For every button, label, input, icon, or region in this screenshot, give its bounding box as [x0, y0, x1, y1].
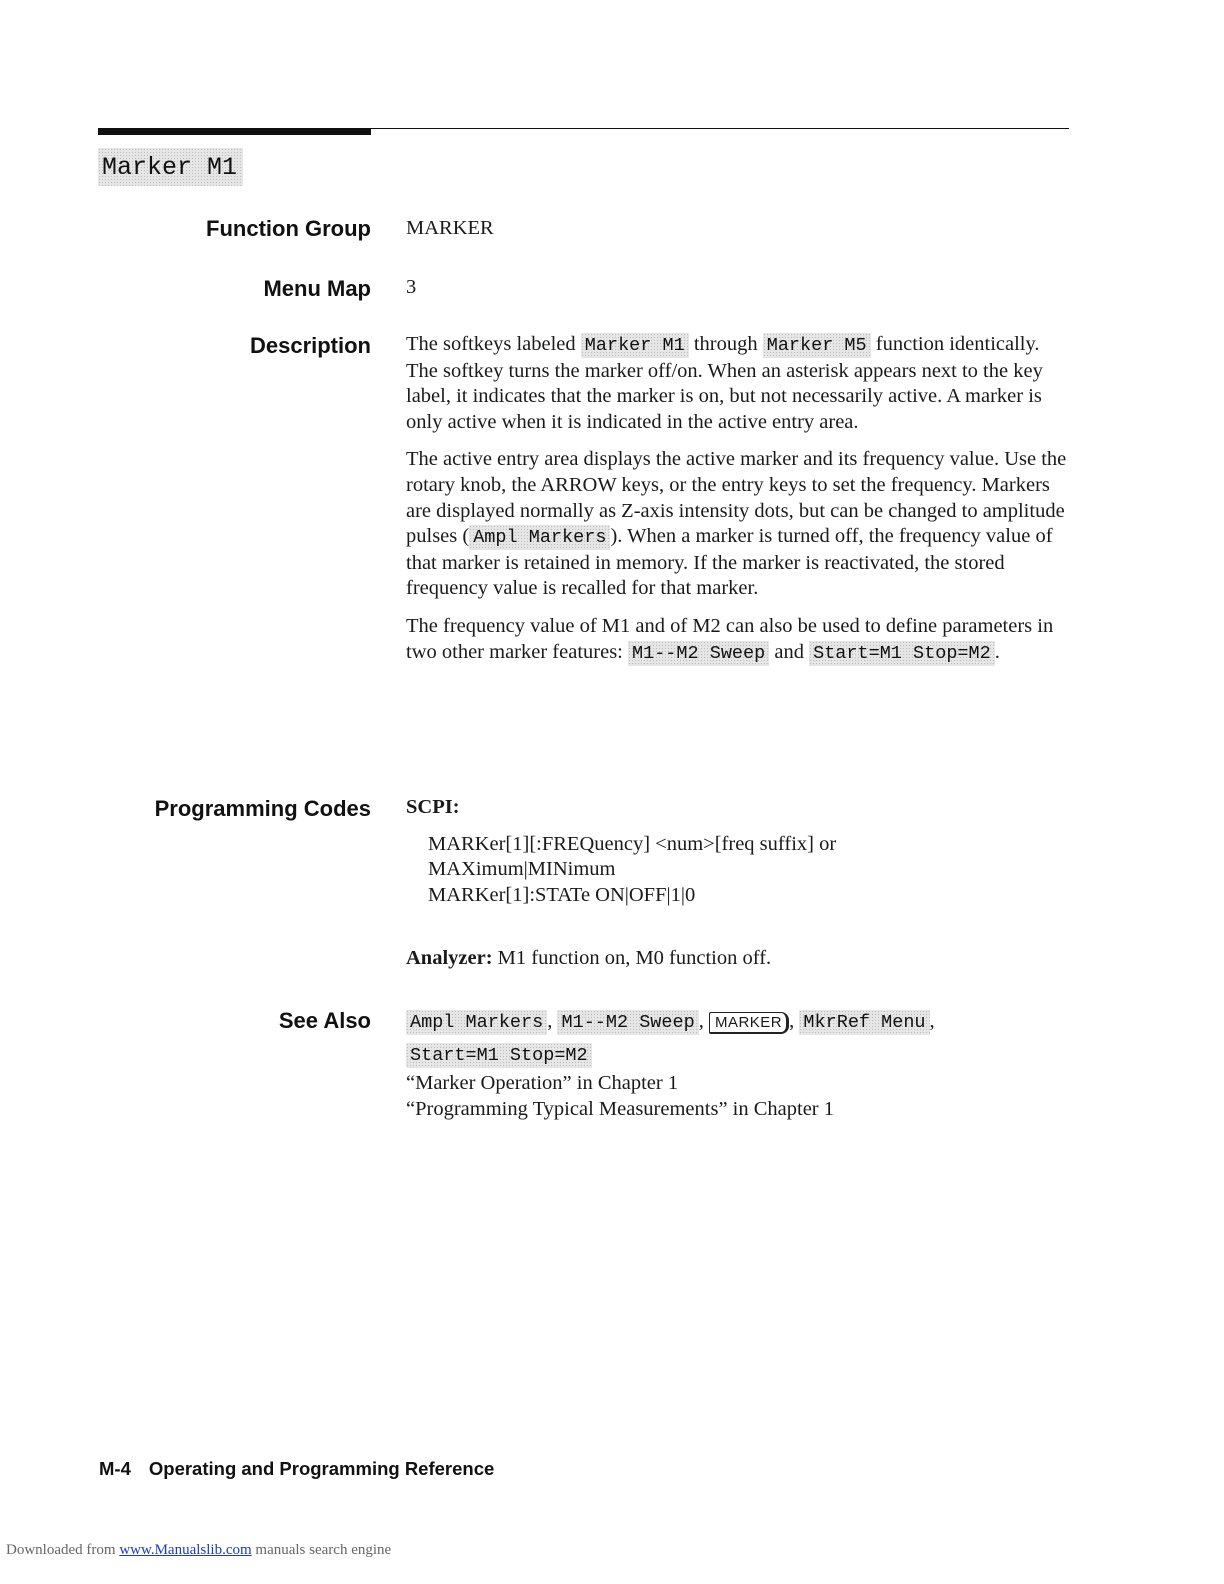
- text: function identically. The softkey turns the marker off/on. When an asterisk appears next to the key label, it indicates that the marker is on, but not necessarily active. A marker is only active when it is indicated in the active entry area.: [406, 333, 1043, 433]
- text: .: [994, 640, 1000, 663]
- softkey-start-m1-stop-m2: Start=M1 Stop=M2: [809, 641, 995, 666]
- text: The frequency value of M1 and of M2 can also be used to define parameters in two other marker features:: [406, 614, 1054, 663]
- programming-codes-label: Programming Codes: [154, 796, 371, 821]
- see-also-keys-line-1: [406, 1007, 1071, 1037]
- text: and: [769, 640, 810, 663]
- page-number: M-4: [99, 1458, 131, 1479]
- footer-title: Operating and Programming Reference: [148, 1458, 495, 1479]
- text: The softkeys labeled: [406, 333, 581, 355]
- menu-map-value: 3: [406, 276, 417, 298]
- softkey-marker-m5: Marker M5: [763, 333, 871, 358]
- function-group-label: Function Group: [206, 216, 371, 241]
- see-also-ref: “Programming Typical Measurements” in Chapter 1: [406, 1098, 835, 1120]
- function-group-value: MARKER: [406, 217, 494, 239]
- softkey-m1-m2-sweep: M1--M2 Sweep: [628, 641, 769, 666]
- softkey-m1-m2-sweep: M1--M2 Sweep: [557, 1010, 698, 1035]
- text: The active entry area displays the active marker and its frequency value. Use the rotary knob, the ARROW keys, or the entry keys to set the frequency. Markers are displayed normally as Z-axis intensity dots, but can be changed to amplitude pulses (: [406, 448, 1067, 548]
- see-also-ref: “Marker Operation” in Chapter 1: [406, 1072, 679, 1094]
- separator: ,: [929, 1010, 935, 1032]
- separator: ,: [698, 1010, 709, 1032]
- description-paragraph-1: [406, 332, 1071, 435]
- programming-codes-body: [406, 795, 1071, 972]
- softkey-start-m1-stop-m2: Start=M1 Stop=M2: [406, 1043, 592, 1068]
- analyzer-text: M1 function on, M0 function off.: [492, 947, 772, 970]
- menu-map-label: Menu Map: [263, 276, 371, 301]
- scpi-label: SCPI:: [406, 796, 460, 818]
- see-also-label: See Also: [278, 1008, 371, 1033]
- scpi-commands: [428, 832, 1071, 909]
- scpi-line: MAXimum|MINimum: [428, 858, 616, 881]
- hardkey-marker: MARKER: [709, 1012, 789, 1034]
- manualslib-link[interactable]: www.Manualslib.com: [119, 1542, 252, 1558]
- see-also-keys-line-2: [406, 1040, 1071, 1070]
- download-suffix: manuals search engine: [251, 1542, 392, 1558]
- description-paragraph-2: [406, 447, 1071, 602]
- header-rule-thin: [371, 128, 1069, 129]
- download-prefix: Downloaded from: [6, 1542, 120, 1558]
- softkey-marker-m1: Marker M1: [581, 333, 689, 358]
- scpi-line: MARKer[1][:FREQuency] <num>[freq suffix] or: [428, 832, 837, 855]
- scpi-line: MARKer[1]:STATe ON|OFF|1|0: [428, 883, 696, 906]
- description-body: [406, 332, 1071, 678]
- header-rule-thick: [98, 128, 371, 135]
- text: ). When a marker is turned off, the frequency value of that marker is retained in memory. If the marker is reactivated, the stored frequency value is recalled for that marker.: [406, 525, 1053, 600]
- separator: ,: [789, 1010, 800, 1032]
- text: through: [688, 333, 763, 355]
- softkey-ampl-markers: Ampl Markers: [406, 1010, 547, 1035]
- description-paragraph-3: [406, 614, 1071, 666]
- separator: ,: [547, 1010, 558, 1032]
- page-title: Marker M1: [98, 148, 243, 186]
- analyzer-label: Analyzer:: [406, 947, 493, 970]
- page-footer: [99, 1458, 494, 1480]
- see-also-body: [406, 1007, 1071, 1122]
- softkey-ampl-markers: Ampl Markers: [469, 525, 610, 550]
- download-note: [6, 1542, 391, 1559]
- softkey-mkrref-menu: MkrRef Menu: [799, 1010, 929, 1035]
- analyzer-line: [406, 946, 1071, 972]
- description-label: Description: [249, 333, 371, 358]
